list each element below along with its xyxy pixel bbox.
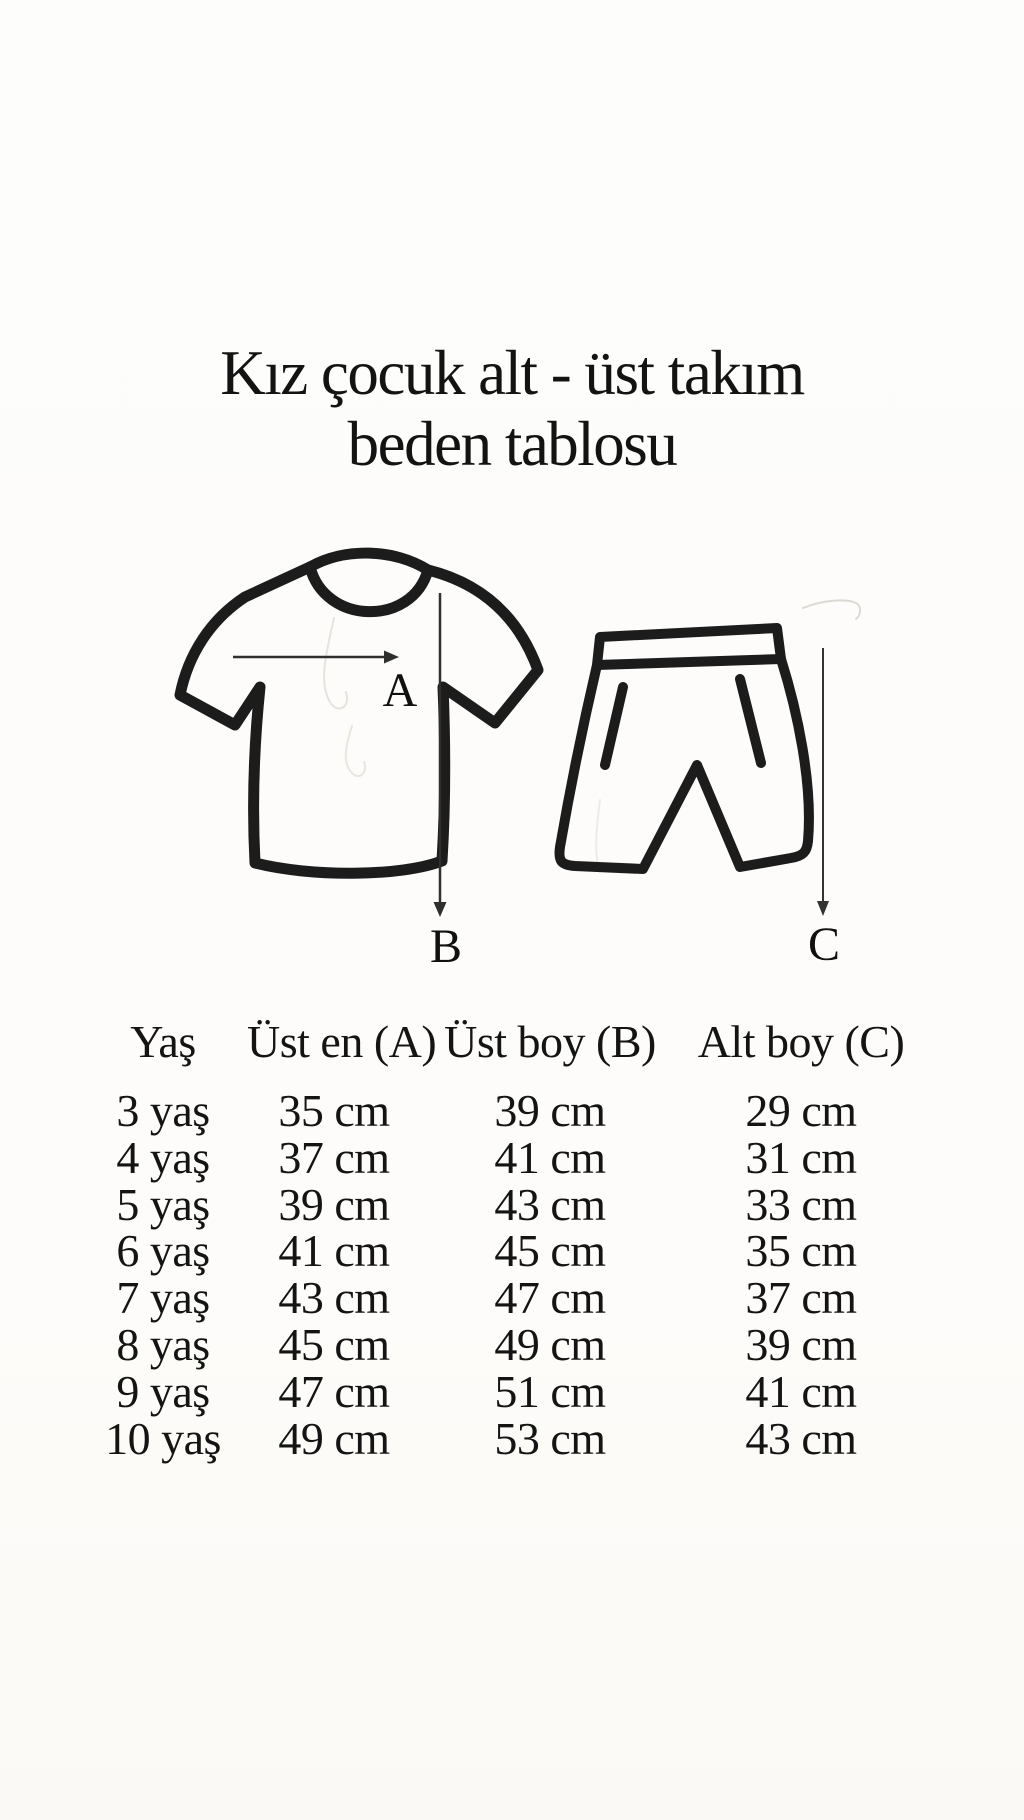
cell-bottom-length: 41 cm: [745, 1365, 857, 1417]
cell-top-width: 47 cm: [278, 1365, 390, 1417]
cell-age: 5 yaş: [116, 1178, 210, 1230]
page-title-line2: beden tablosu: [347, 409, 677, 479]
cell-age: 7 yaş: [116, 1272, 210, 1324]
shorts-pocket-left: [605, 687, 623, 765]
cell-top-length: 43 cm: [494, 1178, 606, 1230]
measure-arrow-a: [233, 651, 399, 664]
cell-bottom-length: 39 cm: [745, 1318, 857, 1370]
table-row: [79, 1412, 923, 1464]
cell-age: 3 yaş: [116, 1085, 210, 1136]
measure-label-a: A: [382, 664, 418, 717]
size-table: [79, 1018, 923, 1462]
cell-bottom-length: 29 cm: [745, 1085, 857, 1136]
cell-age: 10 yaş: [105, 1412, 221, 1464]
measure-label-b: B: [429, 920, 462, 973]
table-row: [79, 1365, 923, 1417]
table-row: [79, 1131, 923, 1183]
tshirt-icon: [180, 553, 538, 873]
page-title-line1: Kız çocuk alt - üst takım: [220, 338, 804, 408]
cell-age: 4 yaş: [116, 1131, 210, 1183]
cell-top-width: 39 cm: [278, 1178, 390, 1230]
cell-bottom-length: 33 cm: [745, 1178, 857, 1230]
cell-age: 8 yaş: [116, 1318, 210, 1370]
cell-bottom-length: 43 cm: [745, 1412, 857, 1464]
shorts-pocket-right: [740, 679, 761, 763]
cell-top-width: 41 cm: [278, 1225, 390, 1277]
cell-top-length: 47 cm: [494, 1272, 606, 1324]
table-row: [79, 1178, 923, 1230]
cell-top-width: 43 cm: [278, 1272, 390, 1324]
cell-top-length: 51 cm: [494, 1365, 606, 1417]
header-bottom-length-c: Alt boy (C): [697, 1016, 905, 1067]
cell-top-length: 45 cm: [494, 1225, 606, 1277]
cell-top-length: 41 cm: [494, 1131, 606, 1183]
table-row: [79, 1225, 923, 1277]
cell-top-length: 49 cm: [494, 1318, 606, 1370]
cell-top-width: 45 cm: [278, 1318, 390, 1370]
cell-top-length: 53 cm: [494, 1412, 606, 1464]
cell-bottom-length: 35 cm: [745, 1225, 857, 1277]
table-row: [79, 1318, 923, 1370]
cell-age: 6 yaş: [116, 1225, 210, 1277]
measure-label-c: C: [807, 918, 840, 971]
table-row: [79, 1272, 923, 1324]
cell-bottom-length: 31 cm: [745, 1131, 857, 1183]
header-top-width-a: Üst en (A): [247, 1016, 437, 1067]
cell-top-length: 39 cm: [494, 1085, 606, 1136]
cell-age: 9 yaş: [116, 1365, 210, 1417]
table-header-row: [79, 1018, 923, 1065]
tshirt-collar: [310, 567, 428, 612]
cell-top-width: 37 cm: [278, 1131, 390, 1183]
cell-top-width: 49 cm: [278, 1412, 390, 1464]
shorts-waistband: [597, 628, 781, 665]
cell-top-width: 35 cm: [278, 1085, 390, 1136]
table-body: [79, 1085, 923, 1464]
measure-arrow-c: [817, 648, 829, 916]
table-row: [79, 1085, 923, 1136]
header-age: Yaş: [130, 1016, 196, 1067]
cell-bottom-length: 37 cm: [745, 1272, 857, 1324]
header-top-length-b: Üst boy (B): [444, 1016, 656, 1067]
